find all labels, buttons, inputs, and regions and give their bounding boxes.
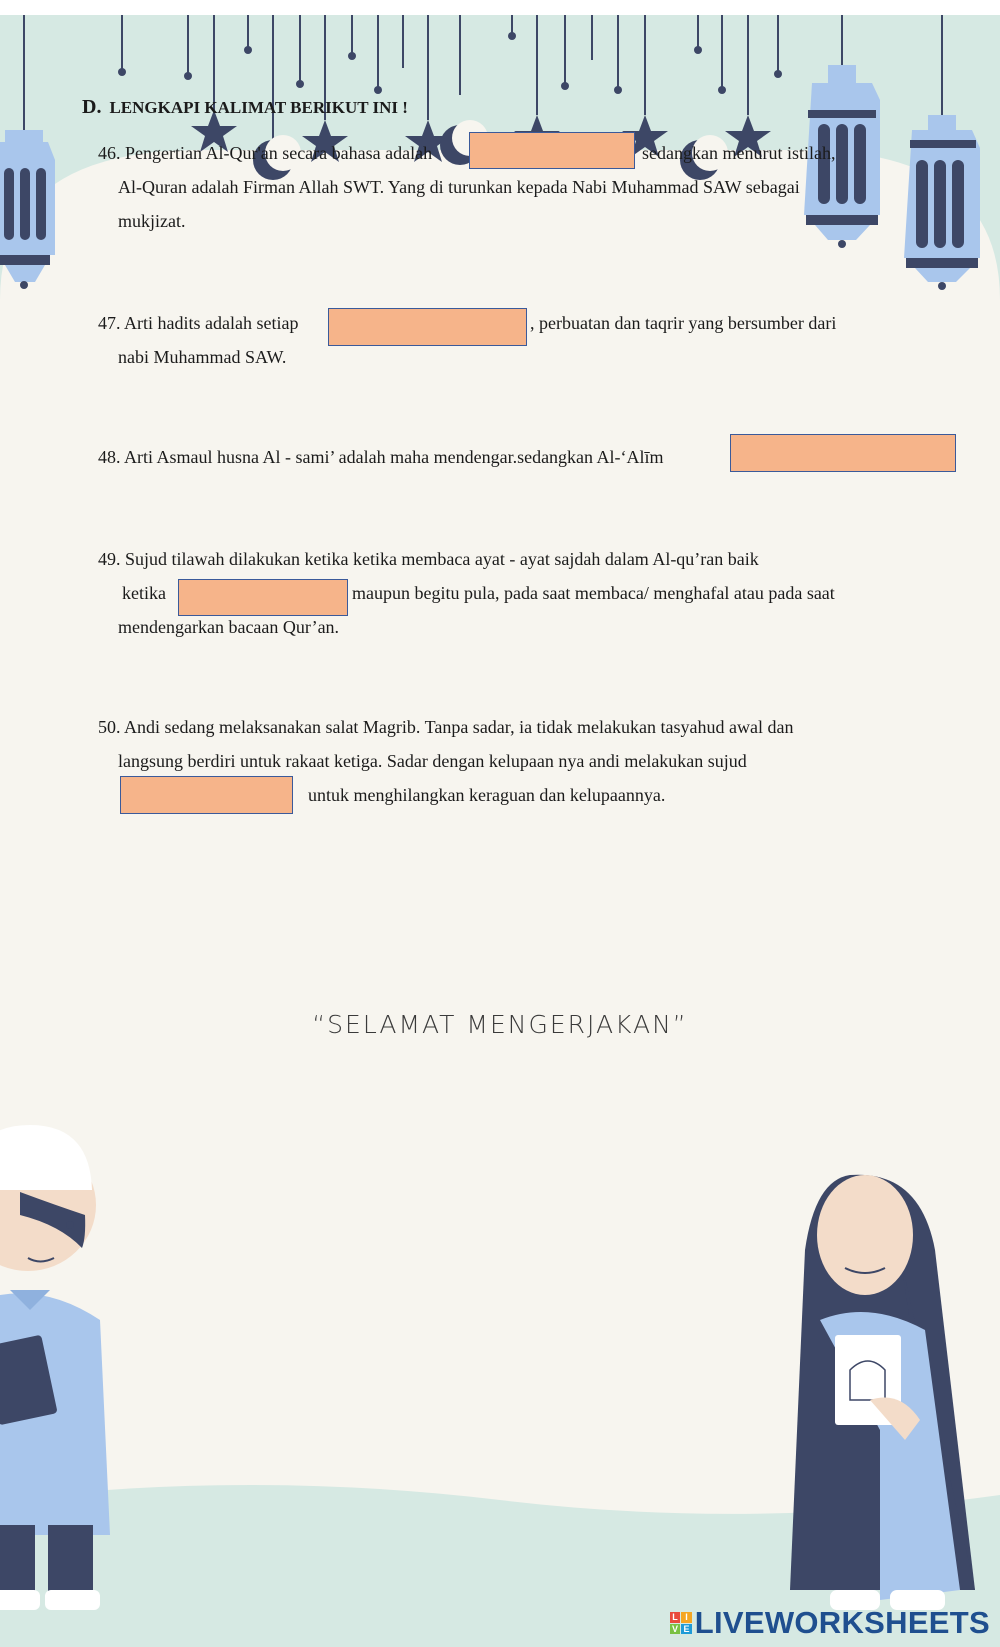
answer-box-50[interactable]: [120, 776, 293, 814]
answer-input-46[interactable]: [470, 133, 634, 168]
question-46-line-2: Al-Quran adalah Firman Allah SWT. Yang di turunkan kepada Nabi Muhammad SAW sebagai: [118, 177, 800, 197]
logo-letter-i: I: [681, 1612, 692, 1623]
logo-letter-l: L: [670, 1612, 681, 1623]
question-47-line-1-after: , perbuatan dan taqrir yang bersumber dari: [530, 313, 837, 333]
answer-box-49[interactable]: [178, 579, 348, 616]
liveworksheets-wordmark: LIVEWORKSHEETS: [694, 1605, 990, 1640]
question-49-line-1: 49. Sujud tilawah dilakukan ketika ketika membaca ayat - ayat sajdah dalam Al-qu’ran baik: [98, 549, 759, 569]
section-title: LENGKAPI KALIMAT BERIKUT INI !: [109, 98, 408, 117]
question-48-line-1-before: 48. Arti Asmaul husna Al - sami’ adalah maha mendengar.sedangkan Al-‘Alīm: [98, 447, 664, 467]
question-50-line-3-after: untuk menghilangkan keraguan dan kelupaannya.: [308, 785, 666, 805]
question-49-line-3: mendengarkan bacaan Qur’an.: [118, 617, 340, 637]
section-heading: [82, 96, 408, 119]
question-46-line-3: mukjizat.: [118, 211, 186, 231]
question-46-line-1-after: sedangkan menurut istilah,: [642, 143, 836, 163]
question-49-line-2-before: ketika: [122, 583, 166, 603]
question-46-line-1-before: 46. Pengertian Al-Qur'an secara bahasa adalah: [98, 143, 433, 163]
section-letter: D.: [82, 96, 102, 118]
answer-input-50[interactable]: [121, 777, 292, 813]
question-50-line-2: langsung berdiri untuk rakaat ketiga. Sadar dengan kelupaan nya andi melakukan sujud: [118, 751, 747, 771]
answer-box-48[interactable]: [730, 434, 956, 472]
answer-input-49[interactable]: [179, 580, 347, 615]
answer-box-46[interactable]: [469, 132, 635, 169]
question-47-line-2: nabi Muhammad SAW.: [118, 347, 287, 367]
closing-message: “SELAMAT MENGERJAKAN”: [312, 1010, 688, 1039]
question-50-line-1: 50. Andi sedang melaksanakan salat Magrib. Tanpa sadar, ia tidak melakukan tasyahud awal dan: [98, 717, 794, 737]
logo-letter-e: E: [681, 1624, 692, 1635]
logo-letter-v: V: [670, 1624, 681, 1635]
answer-input-48[interactable]: [731, 435, 955, 471]
answer-input-47[interactable]: [329, 309, 526, 345]
question-49-line-2-after: maupun begitu pula, pada saat membaca/ menghafal atau pada saat: [352, 583, 835, 603]
question-47-line-1-before: 47. Arti hadits adalah setiap: [98, 313, 299, 333]
answer-box-47[interactable]: [328, 308, 527, 346]
liveworksheets-logo: [670, 1605, 990, 1641]
liveworksheets-icon: [670, 1612, 692, 1634]
